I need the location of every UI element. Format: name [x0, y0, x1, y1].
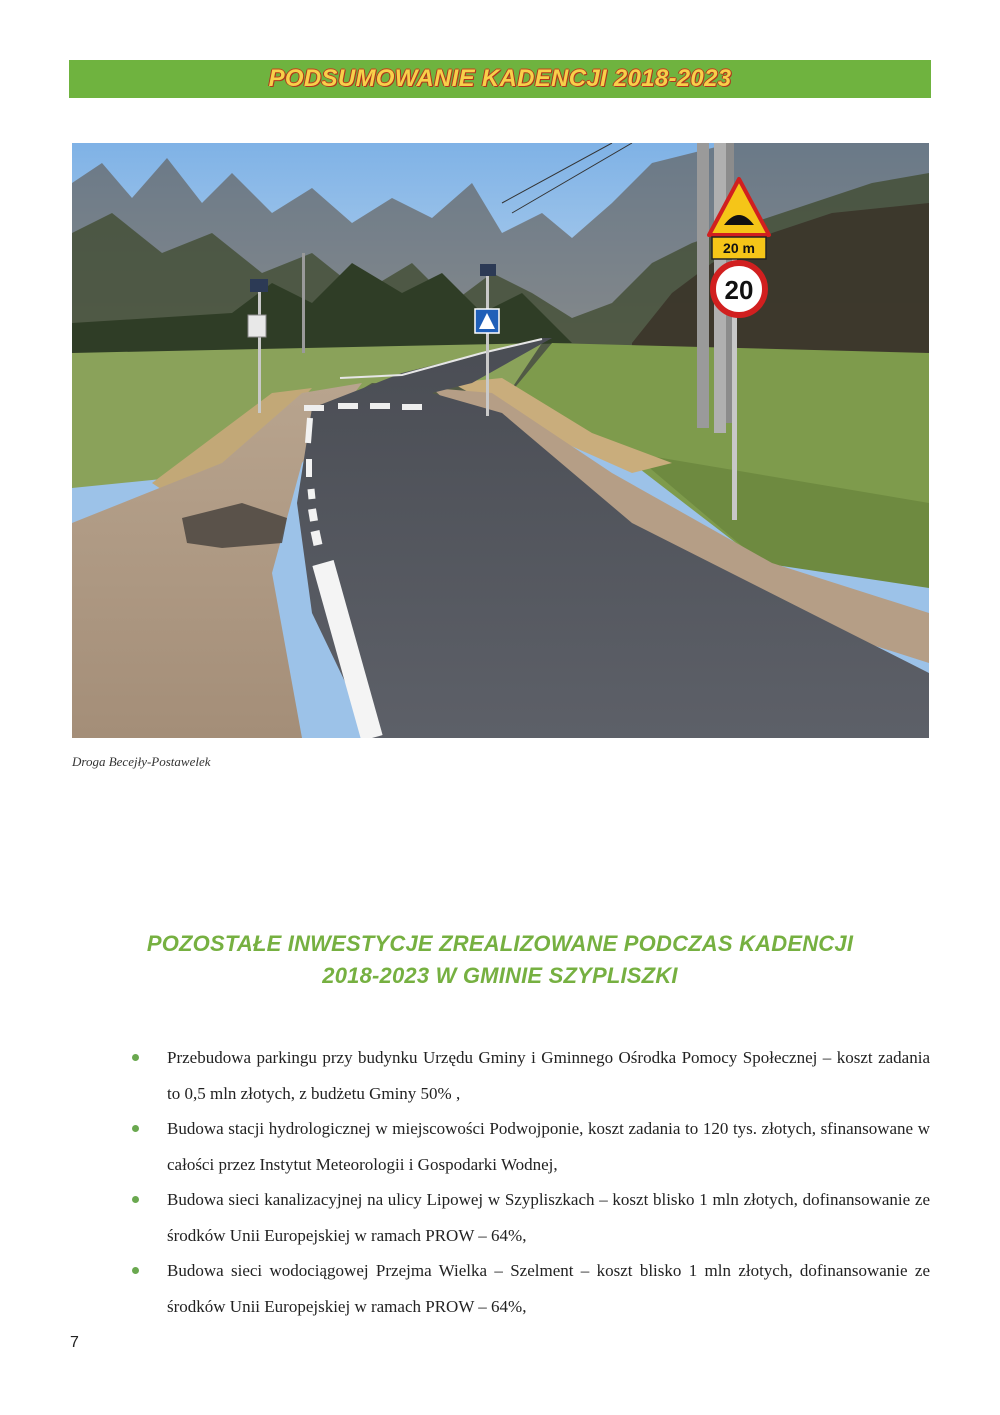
bullet-icon — [132, 1196, 139, 1203]
page-header-title: PODSUMOWANIE KADENCJI 2018-2023 — [268, 65, 732, 92]
bullet-icon — [132, 1054, 139, 1061]
list-item-text: Przebudowa parkingu przy budynku Urzędu Gminy i Gminnego Ośrodka Pomocy Społecznej – koszt zadania to 0,5 mln złotych, z budżetu Gminy 50% , — [167, 1048, 930, 1103]
list-item — [130, 1182, 930, 1253]
section-heading-line-2: 2018-2023 W GMINIE SZYPLISZKI — [322, 963, 678, 988]
section-heading-line-1: POZOSTAŁE INWESTYCJE ZREALIZOWANE PODCZAS KADENCJI — [146, 931, 854, 956]
bullet-icon — [132, 1125, 139, 1132]
road-photo — [72, 143, 929, 738]
list-item-text: Budowa sieci wodociągowej Przejma Wielka – Szelment – koszt blisko 1 mln złotych, dofinansowanie ze środków Unii Europejskiej w ramach PROW – 64%, — [167, 1261, 930, 1316]
photo-caption: Droga Becejły-Postawelek — [72, 754, 211, 769]
list-item-text: Budowa stacji hydrologicznej w miejscowości Podwojponie, koszt zadania to 120 tys. złotych, sfinansowane w całości przez Instytut Meteorologii i Gospodarki Wodnej, — [167, 1119, 930, 1174]
page-number: 7 — [70, 1334, 79, 1351]
list-item — [130, 1040, 930, 1111]
list-item — [130, 1111, 930, 1182]
header-banner — [69, 60, 931, 98]
investment-list — [130, 1040, 930, 1324]
road-photo-illustration — [72, 143, 929, 738]
sign-distance-label: 20 m — [723, 240, 755, 256]
list-item — [130, 1253, 930, 1324]
speed-limit-label: 20 — [724, 275, 754, 305]
list-item-text: Budowa sieci kanalizacyjnej na ulicy Lipowej w Szypliszkach – koszt blisko 1 mln złotych, dofinansowanie ze środków Unii Europejskiej w ramach PROW – 64%, — [167, 1190, 930, 1245]
section-heading — [60, 928, 940, 992]
bullet-icon — [132, 1267, 139, 1274]
